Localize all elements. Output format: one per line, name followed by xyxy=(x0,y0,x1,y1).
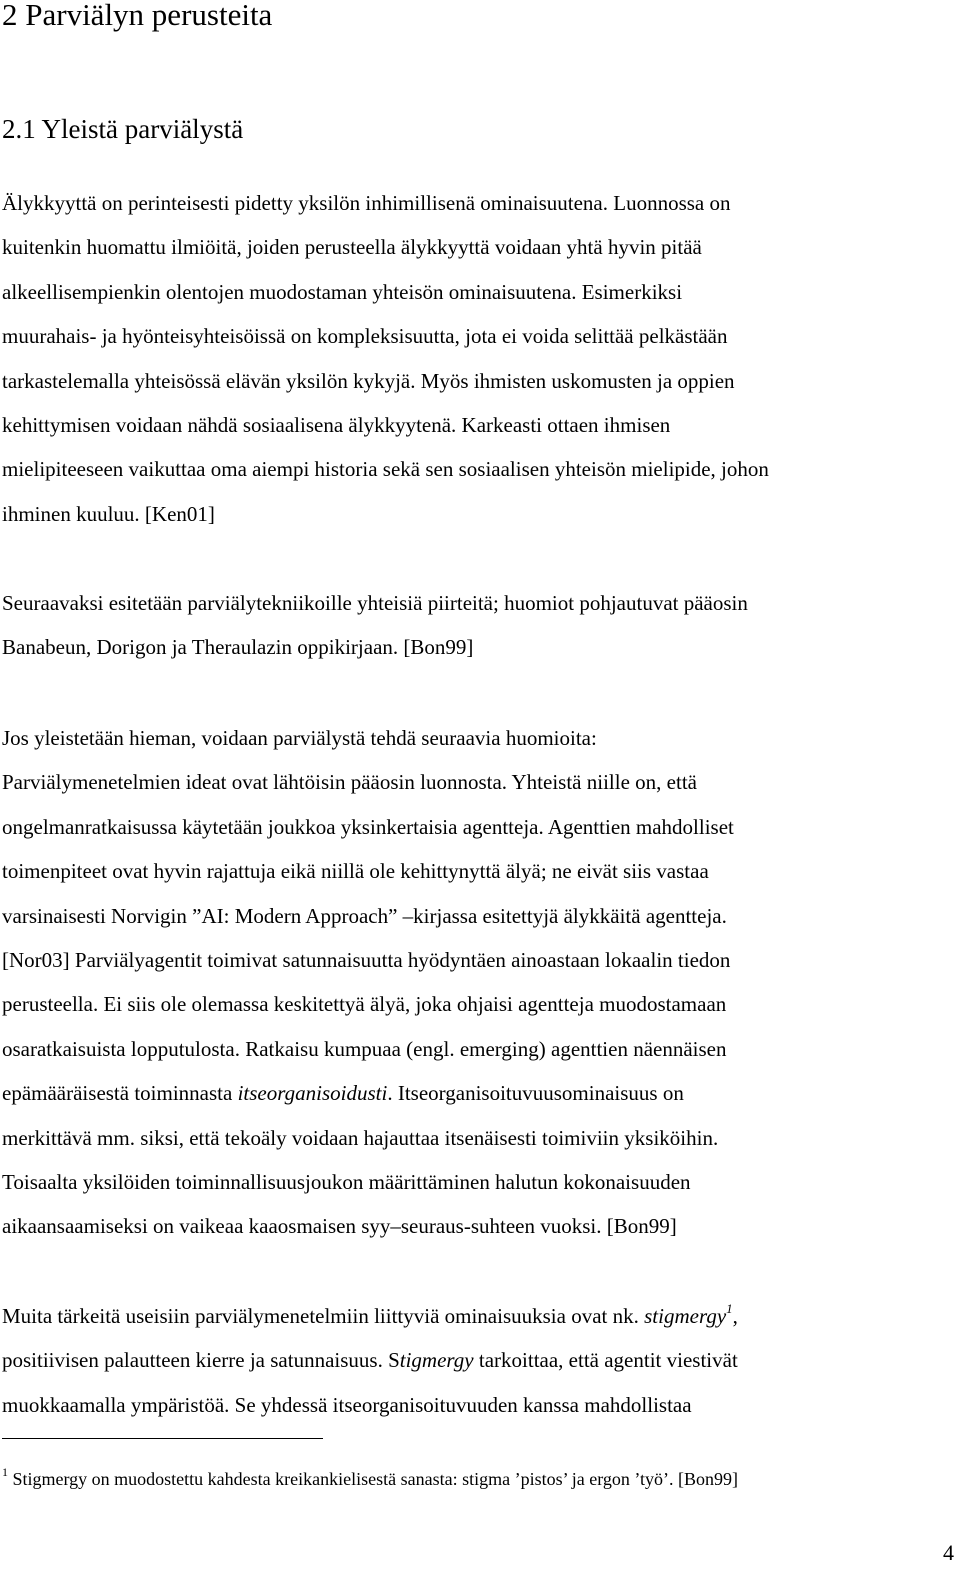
text-line: tarkastelemalla yhteisössä elävän yksilön kykyjä. Myös ihmisten uskomusten ja oppien xyxy=(2,368,735,393)
text-line xyxy=(2,1294,960,1338)
text-line: Jos yleistetään hieman, voidaan parviälystä tehdä seuraavia huomioita: xyxy=(2,726,597,750)
text-line: [Nor03] Parviälyagentit toimivat satunnaisuutta hyödyntäen ainoastaan lokaalin tiedon xyxy=(2,947,731,972)
page-number: 4 xyxy=(943,1540,954,1565)
text-line xyxy=(2,1338,960,1382)
text-line: ongelmanratkaisussa käytetään joukkoa yksinkertaisia agentteja. Agenttien mahdolliset xyxy=(2,814,734,839)
italic-term: tigmergy xyxy=(399,1348,474,1373)
text-line: Banabeun, Dorigon ja Theraulazin oppikirjaan. [Bon99] xyxy=(2,635,474,660)
text-line: muokkaamalla ympäristöä. Se yhdessä itseorganisoituvuuden kanssa mahdollistaa xyxy=(2,1392,692,1417)
chapter-heading: 2 Parviälyn perusteita xyxy=(2,0,273,32)
footnote-reference: 1 xyxy=(726,1301,733,1316)
text-line: Seuraavaksi esitetään parviälytekniikoille yhteisiä piirteitä; huomiot pohjautuvat pääosin xyxy=(2,591,748,615)
italic-term: itseorganisoidusti xyxy=(237,1081,388,1106)
paragraph-intelligence xyxy=(2,181,960,536)
paragraph-observations xyxy=(2,716,960,1249)
footnote xyxy=(2,1464,738,1494)
footnote-text: Stigmergy on muodostettu kahdesta kreikankielisestä sanasta: stigma ’pistos’ ja ergon ’työ’. [Bon99] xyxy=(8,1469,739,1489)
text-run: . Itseorganisoituvuusominaisuus on xyxy=(387,1081,684,1106)
section-heading: 2.1 Yleistä parviälystä xyxy=(2,114,244,144)
text-line: Toisaalta yksilöiden toiminnallisuusjoukon määrittäminen halutun kokonaisuuden xyxy=(2,1169,691,1194)
text-line: Parviälymenetelmien ideat ovat lähtöisin pääosin luonnosta. Yhteistä niille on, että xyxy=(2,770,697,795)
text-line: ihminen kuuluu. [Ken01] xyxy=(2,501,215,526)
text-line: perusteella. Ei siis ole olemassa keskitettyä älyä, joka ohjaisi agentteja muodostamaan xyxy=(2,992,727,1017)
text-line: aikaansaamiseksi on vaikeaa kaaosmaisen syy–seuraus-suhteen vuoksi. [Bon99] xyxy=(2,1214,677,1239)
text-line: Älykkyyttä on perinteisesti pidetty yksilön inhimillisenä ominaisuutena. Luonnossa on xyxy=(2,191,731,215)
paragraph-sources xyxy=(2,581,960,670)
text-line: kuitenkin huomattu ilmiöitä, joiden perusteella älykkyyttä voidaan yhtä hyvin pitää xyxy=(2,235,702,260)
footnote-mark: 1 xyxy=(2,1465,8,1479)
text-line: mielipiteeseen vaikuttaa oma aiempi historia sekä sen sosiaalisen yhteisön mielipide, johon xyxy=(2,457,769,482)
text-line: varsinaisesti Norvigin ”AI: Modern Approach” –kirjassa esitettyjä älykkäitä agentteja. xyxy=(2,903,727,928)
text-line: alkeellisempienkin olentojen muodostaman yhteisön ominaisuutena. Esimerkiksi xyxy=(2,279,683,304)
text-line xyxy=(2,1071,960,1115)
text-run: epämääräisestä toiminnasta xyxy=(2,1081,238,1106)
italic-term: stigmergy xyxy=(644,1304,727,1328)
text-line: kehittymisen voidaan nähdä sosiaalisena älykkyytenä. Karkeasti ottaen ihmisen xyxy=(2,412,671,437)
text-run: , xyxy=(732,1304,738,1328)
text-run: tarkoittaa, että agentit viestivät xyxy=(473,1348,738,1373)
text-line: osaratkaisuista lopputulosta. Ratkaisu kumpuaa (engl. emerging) agenttien näennäisen xyxy=(2,1036,727,1061)
text-line: muurahais- ja hyönteisyhteisöissä on kompleksisuutta, jota ei voida selittää pelkästään xyxy=(2,324,728,349)
text-run: positiivisen palautteen kierre ja satunnaisuus. S xyxy=(2,1348,400,1373)
text-line: merkittävä mm. siksi, että tekoäly voidaan hajauttaa itsenäisesti toimiviin yksiköihin. xyxy=(2,1125,719,1150)
paragraph-properties xyxy=(2,1294,960,1427)
footnote-divider xyxy=(2,1438,323,1439)
text-line: toimenpiteet ovat hyvin rajattuja eikä niillä ole kehittynyttä älyä; ne eivät siis vastaa xyxy=(2,859,709,884)
text-run: Muita tärkeitä useisiin parviälymenetelmiin liittyviä ominaisuuksia ovat nk. xyxy=(2,1304,645,1328)
